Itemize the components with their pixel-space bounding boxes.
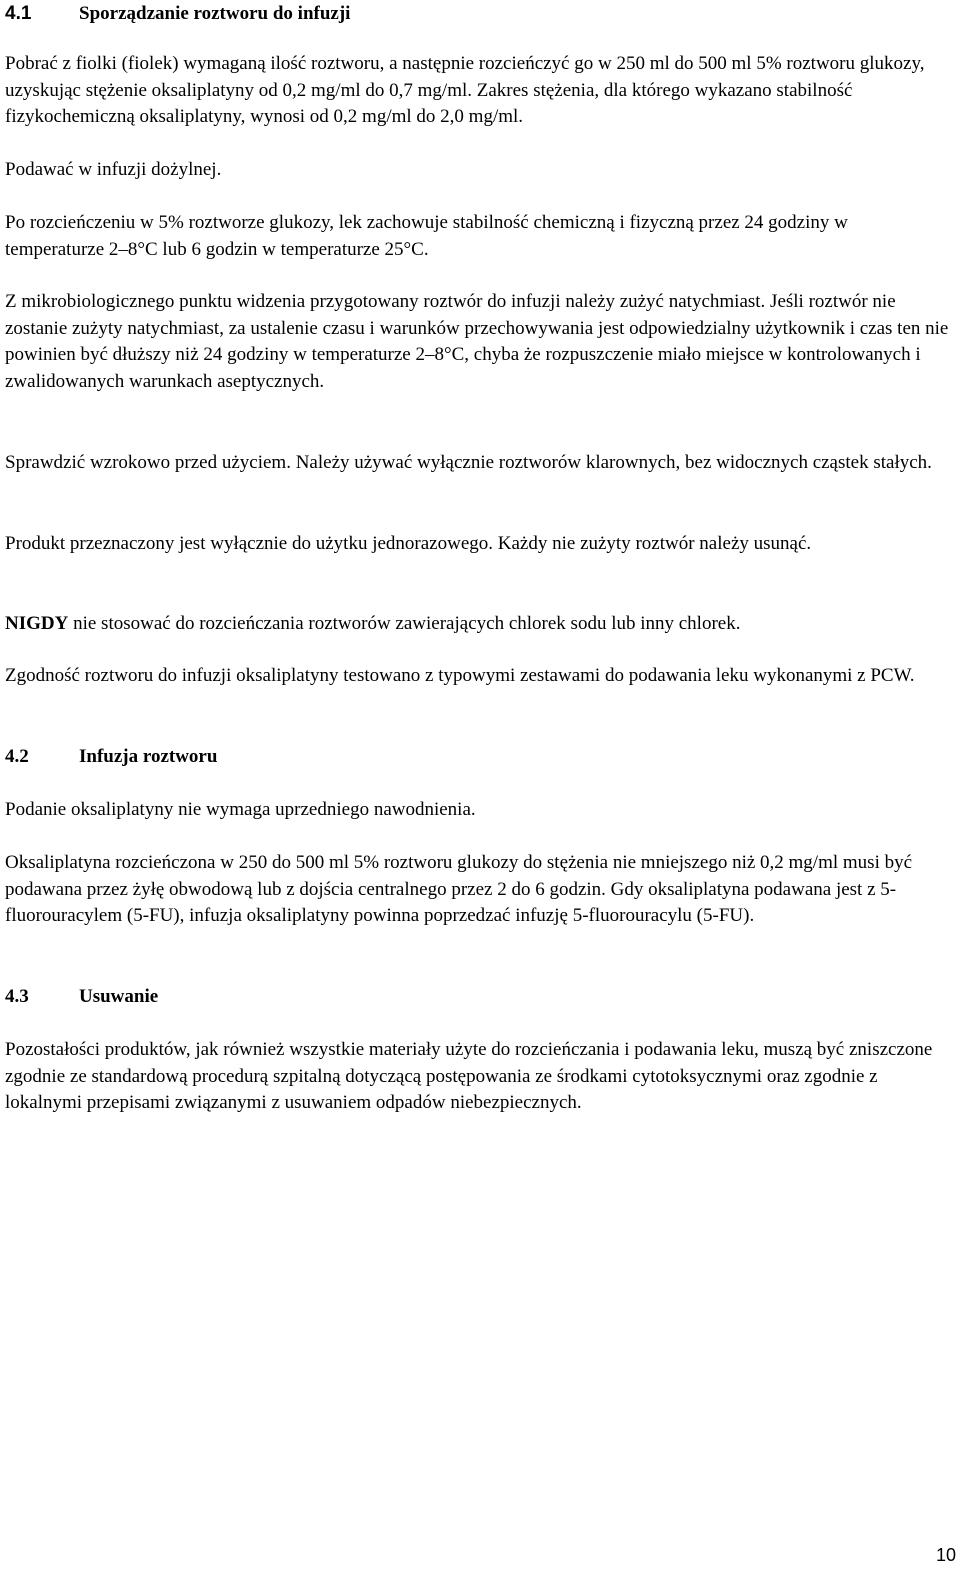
paragraph: Z mikrobiologicznego punktu widzenia przygotowany roztwór do infuzji należy zużyć natychmiast. Jeśli roztwór nie zostanie zużyty natychmiast, za ustalenie czasu i warunków przechowywania jest odpowiedzialny użytkownik i czas ten nie powinien być dłuższy niż 24 godziny w temperaturze 2–8°C, chyba że rozpuszczenie miało miejsce w kontrolowanych i zwalidowanych warunkach aseptycznych. <box>5 291 949 392</box>
paragraph-microbiology <box>5 289 950 395</box>
paragraph-infusion-route <box>5 850 950 930</box>
paragraph-dilution <box>5 51 950 131</box>
section-number: 4.2 <box>5 746 29 767</box>
page-number: 10 <box>935 1545 956 1565</box>
section-title: Infuzja roztworu <box>79 746 218 767</box>
section-title: Usuwanie <box>79 986 159 1007</box>
paragraph-warning <box>5 611 950 638</box>
paragraph: Oksaliplatyna rozcieńczona w 250 do 500 ml 5% roztworu glukozy do stężenia nie mniejszego niż 0,2 mg/ml musi być podawana przez żyłę obwodową lub z dojścia centralnego przez 2 do 6 godzin. Gdy oksaliplatyna podawana jest z 5-fluorouracylem (5-FU), infuzja oksaliplatyny powinna poprzedzać infuzję 5-fluorouracylu (5-FU). <box>5 852 913 926</box>
paragraph: Podanie oksaliplatyny nie wymaga uprzedniego nawodnienia. <box>5 799 476 820</box>
section-number: 4.1 <box>5 3 32 24</box>
section-4-1-heading-block <box>5 1 950 27</box>
paragraph-stability <box>5 210 950 263</box>
paragraph: Pozostałości produktów, jak również wszystkie materiały użyte do rozcieńczania i podawania leku, muszą być zniszczone zgodnie ze standardową procedurą szpitalną dotyczącą postępowania ze środkami cytotoksycznymi oraz zgodnie z lokalnymi przepisami związanymi z usuwaniem odpadów niebezpiecznych. <box>5 1039 933 1113</box>
paragraph-administration <box>5 157 950 184</box>
paragraph-single-use <box>5 531 950 558</box>
section-4-3-heading-block <box>5 984 950 1010</box>
paragraph-compatibility <box>5 663 950 690</box>
section-title: Sporządzanie roztworu do infuzji <box>79 3 351 24</box>
section-number: 4.3 <box>5 986 29 1007</box>
paragraph: Podawać w infuzji dożylnej. <box>5 159 222 180</box>
section-4-2-heading-block <box>5 744 950 770</box>
paragraph-visual-check <box>5 450 950 477</box>
paragraph: Sprawdzić wzrokowo przed użyciem. Należy używać wyłącznie roztworów klarownych, bez widocznych cząstek stałych. <box>5 452 932 473</box>
paragraph: Zgodność roztworu do infuzji oksaliplatyny testowano z typowymi zestawami do podawania leku wykonanymi z PCW. <box>5 665 915 686</box>
paragraph-disposal <box>5 1037 950 1117</box>
paragraph-no-hydration <box>5 797 950 824</box>
paragraph: Po rozcieńczeniu w 5% roztworze glukozy, lek zachowuje stabilność chemiczną i fizyczną przez 24 godziny w temperaturze 2–8°C lub 6 godzin w temperaturze 25°C. <box>5 212 848 260</box>
section-4-1-heading <box>5 1 950 27</box>
paragraph: Produkt przeznaczony jest wyłącznie do użytku jednorazowego. Każdy nie zużyty roztwór należy usunąć. <box>5 533 812 554</box>
paragraph <box>5 611 950 638</box>
paragraph: Pobrać z fiolki (fiolek) wymaganą ilość roztworu, a następnie rozcieńczyć go w 250 ml do 500 ml 5% roztworu glukozy, uzyskując stężenie oksaliplatyny od 0,2 mg/ml do 0,7 mg/ml. Zakres stężenia, dla którego wykazano stabilność fizykochemiczną oksaliplatyny, wynosi od 0,2 mg/ml do 2,0 mg/ml. <box>5 53 925 127</box>
warning-emphasis: NIGDY <box>5 613 69 634</box>
section-4-2-heading <box>5 744 950 770</box>
warning-text: nie stosować do rozcieńczania roztworów zawierających chlorek sodu lub inny chlorek. <box>68 613 741 634</box>
section-4-3-heading <box>5 984 950 1010</box>
